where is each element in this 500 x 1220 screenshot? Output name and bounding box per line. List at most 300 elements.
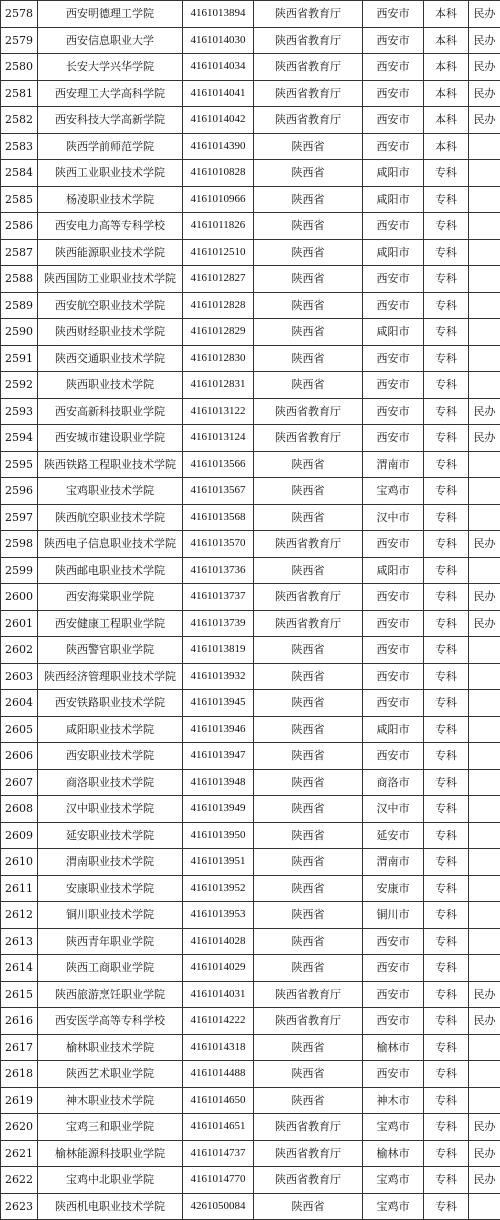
authority-cell: 陕西省教育厅 [254, 1167, 363, 1194]
education-level-cell: 专科 [424, 160, 469, 187]
row-number-cell: 2621 [1, 1140, 38, 1167]
table-row [1, 849, 500, 876]
remarks-cell [469, 1061, 500, 1088]
table-row [1, 610, 500, 637]
education-level-cell: 专科 [424, 902, 469, 929]
row-number-cell: 2612 [1, 902, 38, 929]
school-code-cell: 4161014030 [183, 27, 254, 54]
location-city-cell: 渭南市 [363, 451, 424, 478]
school-code-cell: 4161014041 [183, 80, 254, 107]
school-name-cell: 榆林职业技术学院 [38, 1034, 183, 1061]
authority-cell: 陕西省 [254, 663, 363, 690]
location-city-cell: 渭南市 [363, 849, 424, 876]
location-city-cell: 西安市 [363, 663, 424, 690]
school-name-cell: 陕西青年职业学院 [38, 928, 183, 955]
location-city-cell: 铜川市 [363, 902, 424, 929]
school-code-cell: 4161013737 [183, 584, 254, 611]
row-number-cell: 2598 [1, 531, 38, 558]
table-row [1, 133, 500, 160]
remarks-cell [469, 1087, 500, 1114]
education-level-cell: 专科 [424, 425, 469, 452]
school-code-cell: 4161014737 [183, 1140, 254, 1167]
row-number-cell: 2580 [1, 54, 38, 81]
location-city-cell: 咸阳市 [363, 160, 424, 187]
education-level-cell: 专科 [424, 292, 469, 319]
education-level-cell: 专科 [424, 584, 469, 611]
location-city-cell: 西安市 [363, 637, 424, 664]
location-city-cell: 咸阳市 [363, 716, 424, 743]
education-level-cell: 本科 [424, 80, 469, 107]
school-code-cell: 4161012829 [183, 319, 254, 346]
education-level-cell: 专科 [424, 637, 469, 664]
authority-cell: 陕西省 [254, 743, 363, 770]
table-row [1, 80, 500, 107]
table-row [1, 1087, 500, 1114]
school-code-cell: 4161012831 [183, 372, 254, 399]
school-name-cell: 西安信息职业大学 [38, 27, 183, 54]
location-city-cell: 西安市 [363, 425, 424, 452]
school-name-cell: 铜川职业技术学院 [38, 902, 183, 929]
row-number-cell: 2603 [1, 663, 38, 690]
location-city-cell: 榆林市 [363, 1140, 424, 1167]
remarks-cell: 民办 [469, 1114, 500, 1141]
school-name-cell: 陕西财经职业技术学院 [38, 319, 183, 346]
school-code-cell: 4161012510 [183, 239, 254, 266]
row-number-cell: 2588 [1, 266, 38, 293]
remarks-cell [469, 796, 500, 823]
location-city-cell: 西安市 [363, 107, 424, 134]
location-city-cell: 西安市 [363, 372, 424, 399]
authority-cell: 陕西省 [254, 319, 363, 346]
location-city-cell: 西安市 [363, 928, 424, 955]
table-row [1, 425, 500, 452]
school-name-cell: 陕西铁路工程职业技术学院 [38, 451, 183, 478]
authority-cell: 陕西省教育厅 [254, 1140, 363, 1167]
row-number-cell: 2583 [1, 133, 38, 160]
school-name-cell: 西安城市建设职业学院 [38, 425, 183, 452]
education-level-cell: 专科 [424, 398, 469, 425]
table-row [1, 345, 500, 372]
location-city-cell: 西安市 [363, 292, 424, 319]
school-code-cell: 4161010966 [183, 186, 254, 213]
education-level-cell: 专科 [424, 1061, 469, 1088]
education-level-cell: 专科 [424, 1008, 469, 1035]
row-number-cell: 2591 [1, 345, 38, 372]
remarks-cell [469, 663, 500, 690]
table-row [1, 955, 500, 982]
location-city-cell: 西安市 [363, 266, 424, 293]
location-city-cell: 神木市 [363, 1087, 424, 1114]
location-city-cell: 咸阳市 [363, 186, 424, 213]
school-name-cell: 西安医学高等专科学校 [38, 1008, 183, 1035]
school-name-cell: 西安科技大学高新学院 [38, 107, 183, 134]
school-code-cell: 4161013945 [183, 690, 254, 717]
school-name-cell: 西安职业技术学院 [38, 743, 183, 770]
remarks-cell: 民办 [469, 80, 500, 107]
authority-cell: 陕西省 [254, 690, 363, 717]
table-row [1, 1, 500, 28]
education-level-cell: 专科 [424, 822, 469, 849]
education-level-cell: 专科 [424, 1167, 469, 1194]
location-city-cell: 安康市 [363, 875, 424, 902]
location-city-cell: 西安市 [363, 54, 424, 81]
location-city-cell: 西安市 [363, 1, 424, 28]
table-row [1, 928, 500, 955]
location-city-cell: 宝鸡市 [363, 478, 424, 505]
remarks-cell [469, 822, 500, 849]
education-level-cell: 专科 [424, 955, 469, 982]
school-name-cell: 宝鸡三和职业学院 [38, 1114, 183, 1141]
row-number-cell: 2594 [1, 425, 38, 452]
remarks-cell [469, 345, 500, 372]
school-code-cell: 4161014222 [183, 1008, 254, 1035]
education-level-cell: 本科 [424, 133, 469, 160]
authority-cell: 陕西省 [254, 849, 363, 876]
education-level-cell: 本科 [424, 27, 469, 54]
remarks-cell: 民办 [469, 54, 500, 81]
row-number-cell: 2610 [1, 849, 38, 876]
table-row [1, 107, 500, 134]
table-row [1, 1008, 500, 1035]
school-name-cell: 西安铁路职业技术学院 [38, 690, 183, 717]
authority-cell: 陕西省 [254, 160, 363, 187]
authority-cell: 陕西省教育厅 [254, 1114, 363, 1141]
education-level-cell: 专科 [424, 849, 469, 876]
school-code-cell: 4161014029 [183, 955, 254, 982]
location-city-cell: 汉中市 [363, 504, 424, 531]
school-code-cell: 4161013739 [183, 610, 254, 637]
row-number-cell: 2607 [1, 769, 38, 796]
table-row [1, 584, 500, 611]
remarks-cell [469, 266, 500, 293]
education-level-cell: 专科 [424, 716, 469, 743]
location-city-cell: 西安市 [363, 345, 424, 372]
row-number-cell: 2615 [1, 981, 38, 1008]
remarks-cell: 民办 [469, 610, 500, 637]
education-level-cell: 专科 [424, 504, 469, 531]
authority-cell: 陕西省 [254, 292, 363, 319]
table-row [1, 531, 500, 558]
school-name-cell: 汉中职业技术学院 [38, 796, 183, 823]
table-row [1, 186, 500, 213]
remarks-cell: 民办 [469, 425, 500, 452]
row-number-cell: 2590 [1, 319, 38, 346]
school-code-cell: 4161013951 [183, 849, 254, 876]
school-code-cell: 4161014034 [183, 54, 254, 81]
school-code-cell: 4161013946 [183, 716, 254, 743]
school-code-cell: 4161014770 [183, 1167, 254, 1194]
row-number-cell: 2587 [1, 239, 38, 266]
table-row [1, 266, 500, 293]
school-code-cell: 4161013894 [183, 1, 254, 28]
location-city-cell: 咸阳市 [363, 239, 424, 266]
authority-cell: 陕西省 [254, 345, 363, 372]
remarks-cell [469, 1034, 500, 1061]
school-name-cell: 商洛职业技术学院 [38, 769, 183, 796]
school-code-cell: 4161013736 [183, 557, 254, 584]
row-number-cell: 2620 [1, 1114, 38, 1141]
school-name-cell: 陕西工业职业技术学院 [38, 160, 183, 187]
location-city-cell: 西安市 [363, 955, 424, 982]
education-level-cell: 专科 [424, 266, 469, 293]
education-level-cell: 专科 [424, 1140, 469, 1167]
row-number-cell: 2600 [1, 584, 38, 611]
row-number-cell: 2604 [1, 690, 38, 717]
location-city-cell: 榆林市 [363, 1034, 424, 1061]
row-number-cell: 2618 [1, 1061, 38, 1088]
school-name-cell: 西安高新科技职业学院 [38, 398, 183, 425]
location-city-cell: 西安市 [363, 27, 424, 54]
table-row [1, 398, 500, 425]
row-number-cell: 2616 [1, 1008, 38, 1035]
authority-cell: 陕西省 [254, 875, 363, 902]
table-row [1, 796, 500, 823]
school-name-cell: 西安健康工程职业学院 [38, 610, 183, 637]
row-number-cell: 2589 [1, 292, 38, 319]
location-city-cell: 宝鸡市 [363, 1114, 424, 1141]
education-level-cell: 专科 [424, 1087, 469, 1114]
education-level-cell: 专科 [424, 239, 469, 266]
school-code-cell: 4161013952 [183, 875, 254, 902]
table-row [1, 1114, 500, 1141]
school-code-cell: 4161014651 [183, 1114, 254, 1141]
row-number-cell: 2614 [1, 955, 38, 982]
authority-cell: 陕西省 [254, 186, 363, 213]
school-code-cell: 4161013950 [183, 822, 254, 849]
school-name-cell: 长安大学兴华学院 [38, 54, 183, 81]
location-city-cell: 西安市 [363, 133, 424, 160]
table-row [1, 292, 500, 319]
school-code-cell: 4161013570 [183, 531, 254, 558]
row-number-cell: 2622 [1, 1167, 38, 1194]
table-row [1, 1140, 500, 1167]
table-row [1, 54, 500, 81]
remarks-cell [469, 690, 500, 717]
table-row [1, 716, 500, 743]
table-row [1, 822, 500, 849]
school-name-cell: 陕西航空职业技术学院 [38, 504, 183, 531]
location-city-cell: 西安市 [363, 1061, 424, 1088]
authority-cell: 陕西省教育厅 [254, 584, 363, 611]
row-number-cell: 2613 [1, 928, 38, 955]
table-row [1, 637, 500, 664]
table-row [1, 213, 500, 240]
table-row [1, 743, 500, 770]
education-level-cell: 专科 [424, 743, 469, 770]
remarks-cell [469, 478, 500, 505]
location-city-cell: 西安市 [363, 981, 424, 1008]
school-code-cell: 4161010828 [183, 160, 254, 187]
table-row [1, 557, 500, 584]
education-level-cell: 专科 [424, 372, 469, 399]
education-level-cell: 专科 [424, 451, 469, 478]
location-city-cell: 汉中市 [363, 796, 424, 823]
remarks-cell [469, 637, 500, 664]
row-number-cell: 2601 [1, 610, 38, 637]
row-number-cell: 2606 [1, 743, 38, 770]
table-row [1, 1034, 500, 1061]
school-code-cell: 4161012828 [183, 292, 254, 319]
school-name-cell: 陕西邮电职业技术学院 [38, 557, 183, 584]
row-number-cell: 2595 [1, 451, 38, 478]
authority-cell: 陕西省教育厅 [254, 531, 363, 558]
location-city-cell: 西安市 [363, 80, 424, 107]
row-number-cell: 2596 [1, 478, 38, 505]
authority-cell: 陕西省教育厅 [254, 398, 363, 425]
authority-cell: 陕西省 [254, 557, 363, 584]
school-name-cell: 陕西学前师范学院 [38, 133, 183, 160]
school-name-cell: 陕西国防工业职业技术学院 [38, 266, 183, 293]
education-level-cell: 专科 [424, 1034, 469, 1061]
school-code-cell: 4161013567 [183, 478, 254, 505]
remarks-cell [469, 213, 500, 240]
table-row [1, 27, 500, 54]
school-code-cell: 4161014650 [183, 1087, 254, 1114]
authority-cell: 陕西省 [254, 504, 363, 531]
row-number-cell: 2617 [1, 1034, 38, 1061]
education-level-cell: 专科 [424, 981, 469, 1008]
authority-cell: 陕西省 [254, 796, 363, 823]
remarks-cell [469, 451, 500, 478]
remarks-cell [469, 769, 500, 796]
education-level-cell: 专科 [424, 531, 469, 558]
remarks-cell [469, 875, 500, 902]
school-code-cell: 4161014031 [183, 981, 254, 1008]
remarks-cell [469, 186, 500, 213]
remarks-cell [469, 319, 500, 346]
remarks-cell: 民办 [469, 981, 500, 1008]
location-city-cell: 西安市 [363, 398, 424, 425]
school-name-cell: 陕西旅游烹饪职业学院 [38, 981, 183, 1008]
remarks-cell [469, 292, 500, 319]
table-row [1, 769, 500, 796]
remarks-cell [469, 716, 500, 743]
row-number-cell: 2608 [1, 796, 38, 823]
table-row [1, 663, 500, 690]
school-name-cell: 陕西交通职业技术学院 [38, 345, 183, 372]
authority-cell: 陕西省教育厅 [254, 54, 363, 81]
location-city-cell: 西安市 [363, 743, 424, 770]
authority-cell: 陕西省教育厅 [254, 27, 363, 54]
location-city-cell: 宝鸡市 [363, 1193, 424, 1220]
authority-cell: 陕西省 [254, 1034, 363, 1061]
location-city-cell: 西安市 [363, 610, 424, 637]
row-number-cell: 2593 [1, 398, 38, 425]
school-code-cell: 4161013949 [183, 796, 254, 823]
table-row [1, 981, 500, 1008]
authority-cell: 陕西省教育厅 [254, 1, 363, 28]
remarks-cell: 民办 [469, 1140, 500, 1167]
table-row [1, 239, 500, 266]
table-row [1, 690, 500, 717]
school-code-cell: 4161013932 [183, 663, 254, 690]
authority-cell: 陕西省教育厅 [254, 425, 363, 452]
education-level-cell: 本科 [424, 107, 469, 134]
row-number-cell: 2584 [1, 160, 38, 187]
education-level-cell: 专科 [424, 186, 469, 213]
school-name-cell: 陕西电子信息职业技术学院 [38, 531, 183, 558]
remarks-cell: 民办 [469, 584, 500, 611]
remarks-cell: 民办 [469, 27, 500, 54]
education-level-cell: 专科 [424, 345, 469, 372]
education-level-cell: 专科 [424, 769, 469, 796]
remarks-cell: 民办 [469, 107, 500, 134]
school-name-cell: 安康职业技术学院 [38, 875, 183, 902]
authority-cell: 陕西省 [254, 213, 363, 240]
row-number-cell: 2578 [1, 1, 38, 28]
school-code-cell: 4161011826 [183, 213, 254, 240]
row-number-cell: 2611 [1, 875, 38, 902]
authority-cell: 陕西省教育厅 [254, 981, 363, 1008]
school-code-cell: 4261050084 [183, 1193, 254, 1220]
school-code-cell: 4161013124 [183, 425, 254, 452]
authority-cell: 陕西省 [254, 769, 363, 796]
education-level-cell: 专科 [424, 690, 469, 717]
row-number-cell: 2609 [1, 822, 38, 849]
authority-cell: 陕西省教育厅 [254, 610, 363, 637]
row-number-cell: 2582 [1, 107, 38, 134]
row-number-cell: 2599 [1, 557, 38, 584]
table-row [1, 478, 500, 505]
remarks-cell [469, 504, 500, 531]
authority-cell: 陕西省 [254, 716, 363, 743]
school-name-cell: 神木职业技术学院 [38, 1087, 183, 1114]
location-city-cell: 西安市 [363, 531, 424, 558]
remarks-cell [469, 160, 500, 187]
education-level-cell: 专科 [424, 213, 469, 240]
education-level-cell: 本科 [424, 1, 469, 28]
school-code-cell: 4161013947 [183, 743, 254, 770]
row-number-cell: 2585 [1, 186, 38, 213]
school-name-cell: 杨凌职业技术学院 [38, 186, 183, 213]
row-number-cell: 2605 [1, 716, 38, 743]
school-name-cell: 榆林能源科技职业学院 [38, 1140, 183, 1167]
authority-cell: 陕西省 [254, 902, 363, 929]
remarks-cell [469, 902, 500, 929]
remarks-cell [469, 133, 500, 160]
location-city-cell: 延安市 [363, 822, 424, 849]
education-level-cell: 专科 [424, 875, 469, 902]
table-row [1, 1167, 500, 1194]
location-city-cell: 商洛市 [363, 769, 424, 796]
row-number-cell: 2581 [1, 80, 38, 107]
authority-cell: 陕西省教育厅 [254, 80, 363, 107]
table-row [1, 372, 500, 399]
authority-cell: 陕西省 [254, 1087, 363, 1114]
table-row [1, 1193, 500, 1220]
school-code-cell: 4161012827 [183, 266, 254, 293]
remarks-cell [469, 955, 500, 982]
location-city-cell: 西安市 [363, 213, 424, 240]
table-row [1, 160, 500, 187]
school-name-cell: 陕西能源职业技术学院 [38, 239, 183, 266]
table-row [1, 902, 500, 929]
remarks-cell [469, 557, 500, 584]
location-city-cell: 西安市 [363, 584, 424, 611]
education-level-cell: 专科 [424, 796, 469, 823]
location-city-cell: 宝鸡市 [363, 1167, 424, 1194]
authority-cell: 陕西省教育厅 [254, 1008, 363, 1035]
school-name-cell: 陕西职业技术学院 [38, 372, 183, 399]
location-city-cell: 西安市 [363, 690, 424, 717]
school-code-cell: 4161014318 [183, 1034, 254, 1061]
school-code-cell: 4161012830 [183, 345, 254, 372]
authority-cell: 陕西省 [254, 451, 363, 478]
table-row [1, 319, 500, 346]
education-level-cell: 专科 [424, 610, 469, 637]
education-level-cell: 专科 [424, 1114, 469, 1141]
remarks-cell: 民办 [469, 531, 500, 558]
